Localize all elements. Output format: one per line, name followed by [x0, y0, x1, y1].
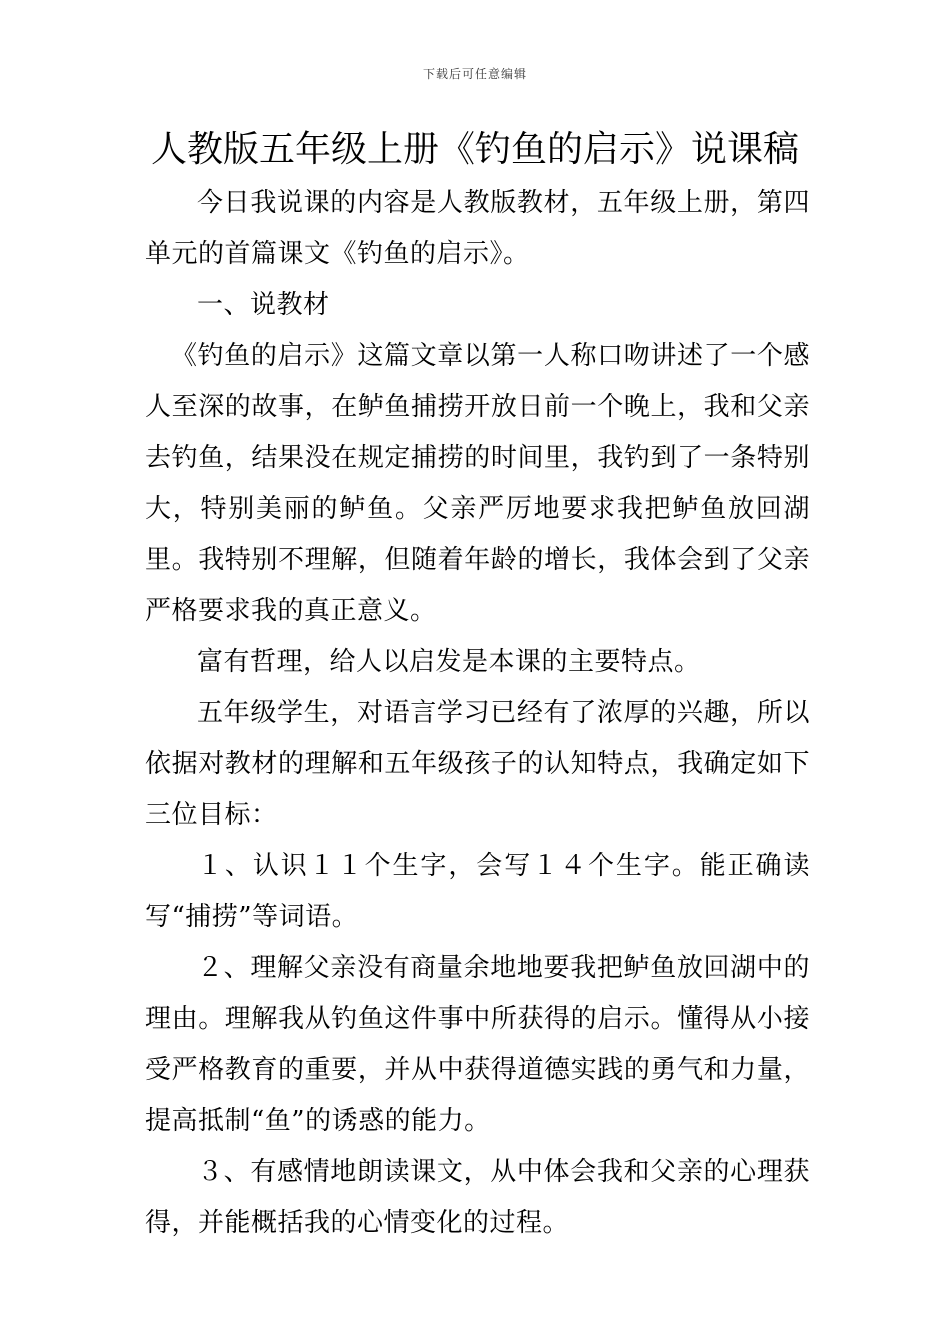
paragraph-summary: 《钓鱼的启示》这篇文章以第一人称口吻讲述了一个感人至深的故事，在鲈鱼捕捞开放日前一个晚上，我和父亲去钓鱼，结果没在规定捕捞的时间里，我钓到了一条特别大，特别美丽的鲈鱼。父亲严厉地要求我把鲈鱼放回湖里。我特别不理解，但随着年龄的增长，我体会到了父亲严格要求我的真正意义。: [145, 341, 810, 626]
header-note: 下载后可任意编辑: [422, 67, 527, 81]
goal-item-3: ３、有感情地朗读课文，从中体会我和父亲的心理获得，并能概括我的心情变化的过程。: [145, 1157, 810, 1238]
section-heading-textbook: 一、说教材: [197, 290, 330, 320]
document-title: 人教版五年级上册《钓鱼的启示》说课稿: [150, 129, 799, 170]
document-body: [145, 178, 810, 1249]
paragraph-feature: 富有哲理，给人以启发是本课的主要特点。: [197, 647, 701, 677]
goal-item-1: １、认识１１个生字，会写１４个生字。能正确读写“捕捞”等词语。: [145, 851, 810, 932]
goal-item-2: ２、理解父亲没有商量余地地要我把鲈鱼放回湖中的理由。理解我从钓鱼这件事中所获得的启示。懂得从小接受严格教育的重要，并从中获得道德实践的勇气和力量，提高抵制“鱼”的诱惑的能力。: [145, 953, 810, 1136]
paragraph-intro: 今日我说课的内容是人教版教材，五年级上册，第四单元的首篇课文《钓鱼的启示》。: [145, 188, 810, 269]
paragraph-students: 五年级学生，对语言学习已经有了浓厚的兴趣，所以依据对教材的理解和五年级孩子的认知特点，我确定如下三位目标：: [145, 698, 810, 830]
